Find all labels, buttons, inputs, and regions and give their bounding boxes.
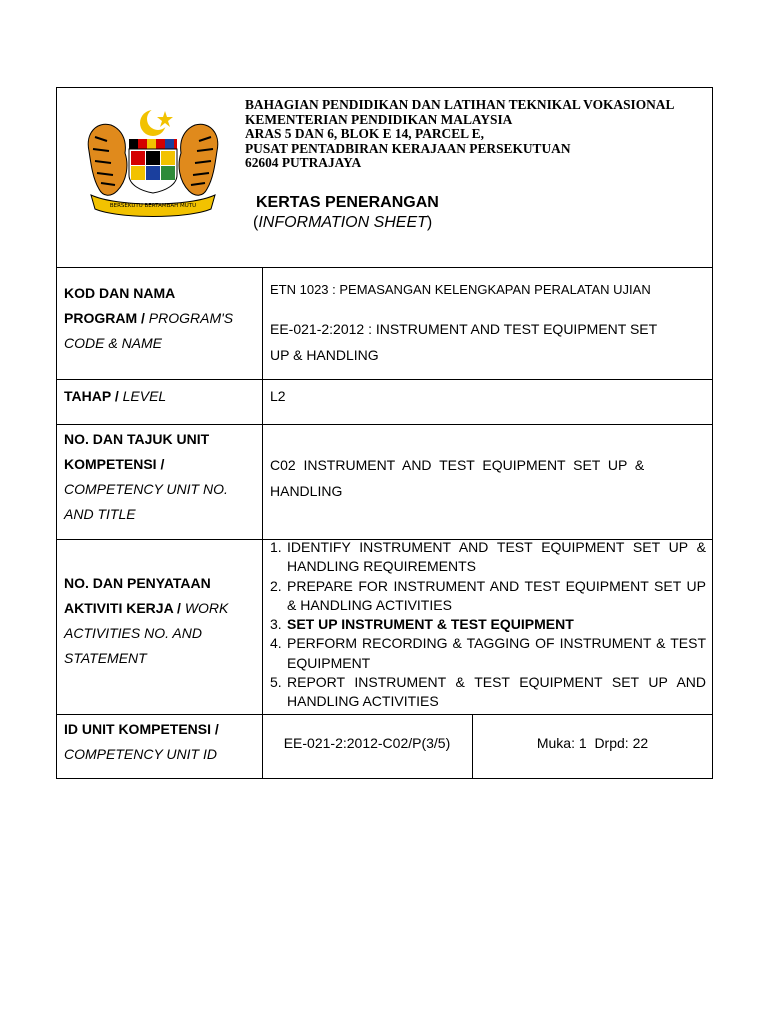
unit-label-italic: AND TITLE: [64, 506, 136, 522]
unit-label-bold: NO. DAN TAJUK UNIT: [64, 431, 210, 447]
address-line: KEMENTERIAN PENDIDIKAN MALAYSIA: [245, 111, 513, 127]
malaysia-coat-of-arms-icon: [77, 103, 229, 223]
level-label: [64, 384, 166, 409]
column-divider: [262, 267, 263, 779]
activity-text-current: SET UP INSTRUMENT & TEST EQUIPMENT: [287, 616, 574, 633]
row-divider: [57, 267, 712, 268]
activities-label-bold: AKTIVITI KERJA /: [64, 600, 181, 616]
sheet-title: KERTAS PENERANGAN: [256, 194, 439, 211]
level-value: L2: [270, 388, 286, 404]
activities-label-bold: NO. DAN PENYATAAN: [64, 575, 211, 591]
activity-text: PREPARE FOR INSTRUMENT AND TEST EQUIPMENT SET UP & HANDLING ACTIVITIES: [287, 577, 706, 613]
sheet-subtitle: (INFORMATION SHEET): [253, 214, 433, 231]
program-label-italic: PROGRAM'S: [148, 310, 234, 326]
document-frame: [56, 87, 713, 779]
unit-id-label-italic: COMPETENCY UNIT ID: [64, 746, 217, 762]
program-name: [270, 316, 657, 368]
unit-title: [270, 452, 706, 504]
unit-id-label: [64, 717, 258, 767]
row-divider: [57, 714, 712, 715]
activity-number: 3.: [270, 616, 282, 633]
activity-item: [270, 673, 706, 712]
activity-number: 5.: [270, 674, 282, 691]
activities-label-italic: STATEMENT: [64, 650, 147, 666]
activities-list: [270, 538, 706, 712]
activities-label: [64, 571, 258, 671]
activity-number: 1.: [270, 539, 282, 555]
program-code: ETN 1023 : PEMASANGAN KELENGKAPAN PERALATAN UJIAN: [270, 282, 651, 297]
unit-label-bold: KOMPETENSI /: [64, 456, 165, 472]
activities-label-italic: WORK: [184, 600, 229, 616]
unit-id-value: EE-021-2:2012-C02/P(3/5): [283, 735, 451, 751]
activity-text: PERFORM RECORDING & TAGGING OF INSTRUMENT & TEST EQUIPMENT: [287, 635, 706, 671]
program-name-line: EE-021-2:2012 : INSTRUMENT AND TEST EQUIPMENT SET: [270, 321, 658, 337]
unit-title-line: C02 INSTRUMENT AND TEST EQUIPMENT SET UP &: [270, 457, 645, 473]
program-label-italic: CODE & NAME: [64, 335, 163, 351]
activity-number: 4.: [270, 635, 282, 652]
activity-item: [270, 538, 706, 577]
address-line: 62604 PUTRAJAYA: [245, 155, 362, 171]
activities-label-italic: ACTIVITIES NO. AND: [64, 625, 202, 641]
program-label-bold: KOD DAN NAMA: [64, 285, 176, 301]
activity-item: [270, 634, 706, 673]
level-label-bold: TAHAP /: [64, 388, 119, 404]
unit-title-line: HANDLING: [270, 483, 343, 499]
program-name-line: UP & HANDLING: [270, 347, 379, 363]
activity-text: IDENTIFY INSTRUMENT AND TEST EQUIPMENT SET UP & HANDLING REQUIREMENTS: [287, 539, 706, 575]
unit-label-italic: COMPETENCY UNIT NO.: [64, 481, 228, 497]
ministry-address: [245, 98, 674, 171]
activity-number: 2.: [270, 577, 282, 594]
activity-item: [270, 615, 706, 634]
svg-text:BERSEKUTU BERTAMBAH MUTU: BERSEKUTU BERTAMBAH MUTU: [109, 203, 197, 209]
unit-id-label-bold: ID UNIT KOMPETENSI /: [64, 721, 219, 737]
unit-label: [64, 427, 258, 527]
row-divider: [57, 379, 712, 380]
address-line: PUSAT PENTADBIRAN KERAJAAN PERSEKUTUAN: [245, 140, 571, 156]
activity-text: REPORT INSTRUMENT & TEST EQUIPMENT SET UP AND HANDLING ACTIVITIES: [287, 674, 706, 710]
address-line: BAHAGIAN PENDIDIKAN DAN LATIHAN TEKNIKAL VOKASIONAL: [245, 97, 675, 112]
page-info: Muka: 1 Drpd: 22: [536, 735, 649, 751]
activity-item: [270, 577, 706, 616]
sheet-subtitle-text: INFORMATION SHEET: [258, 214, 427, 231]
row-divider: [57, 424, 712, 425]
address-line: ARAS 5 DAN 6, BLOK E 14, PARCEL E,: [245, 126, 484, 142]
program-label-bold: PROGRAM /: [64, 310, 145, 326]
level-label-italic: LEVEL: [122, 388, 167, 404]
program-label: [64, 281, 258, 356]
